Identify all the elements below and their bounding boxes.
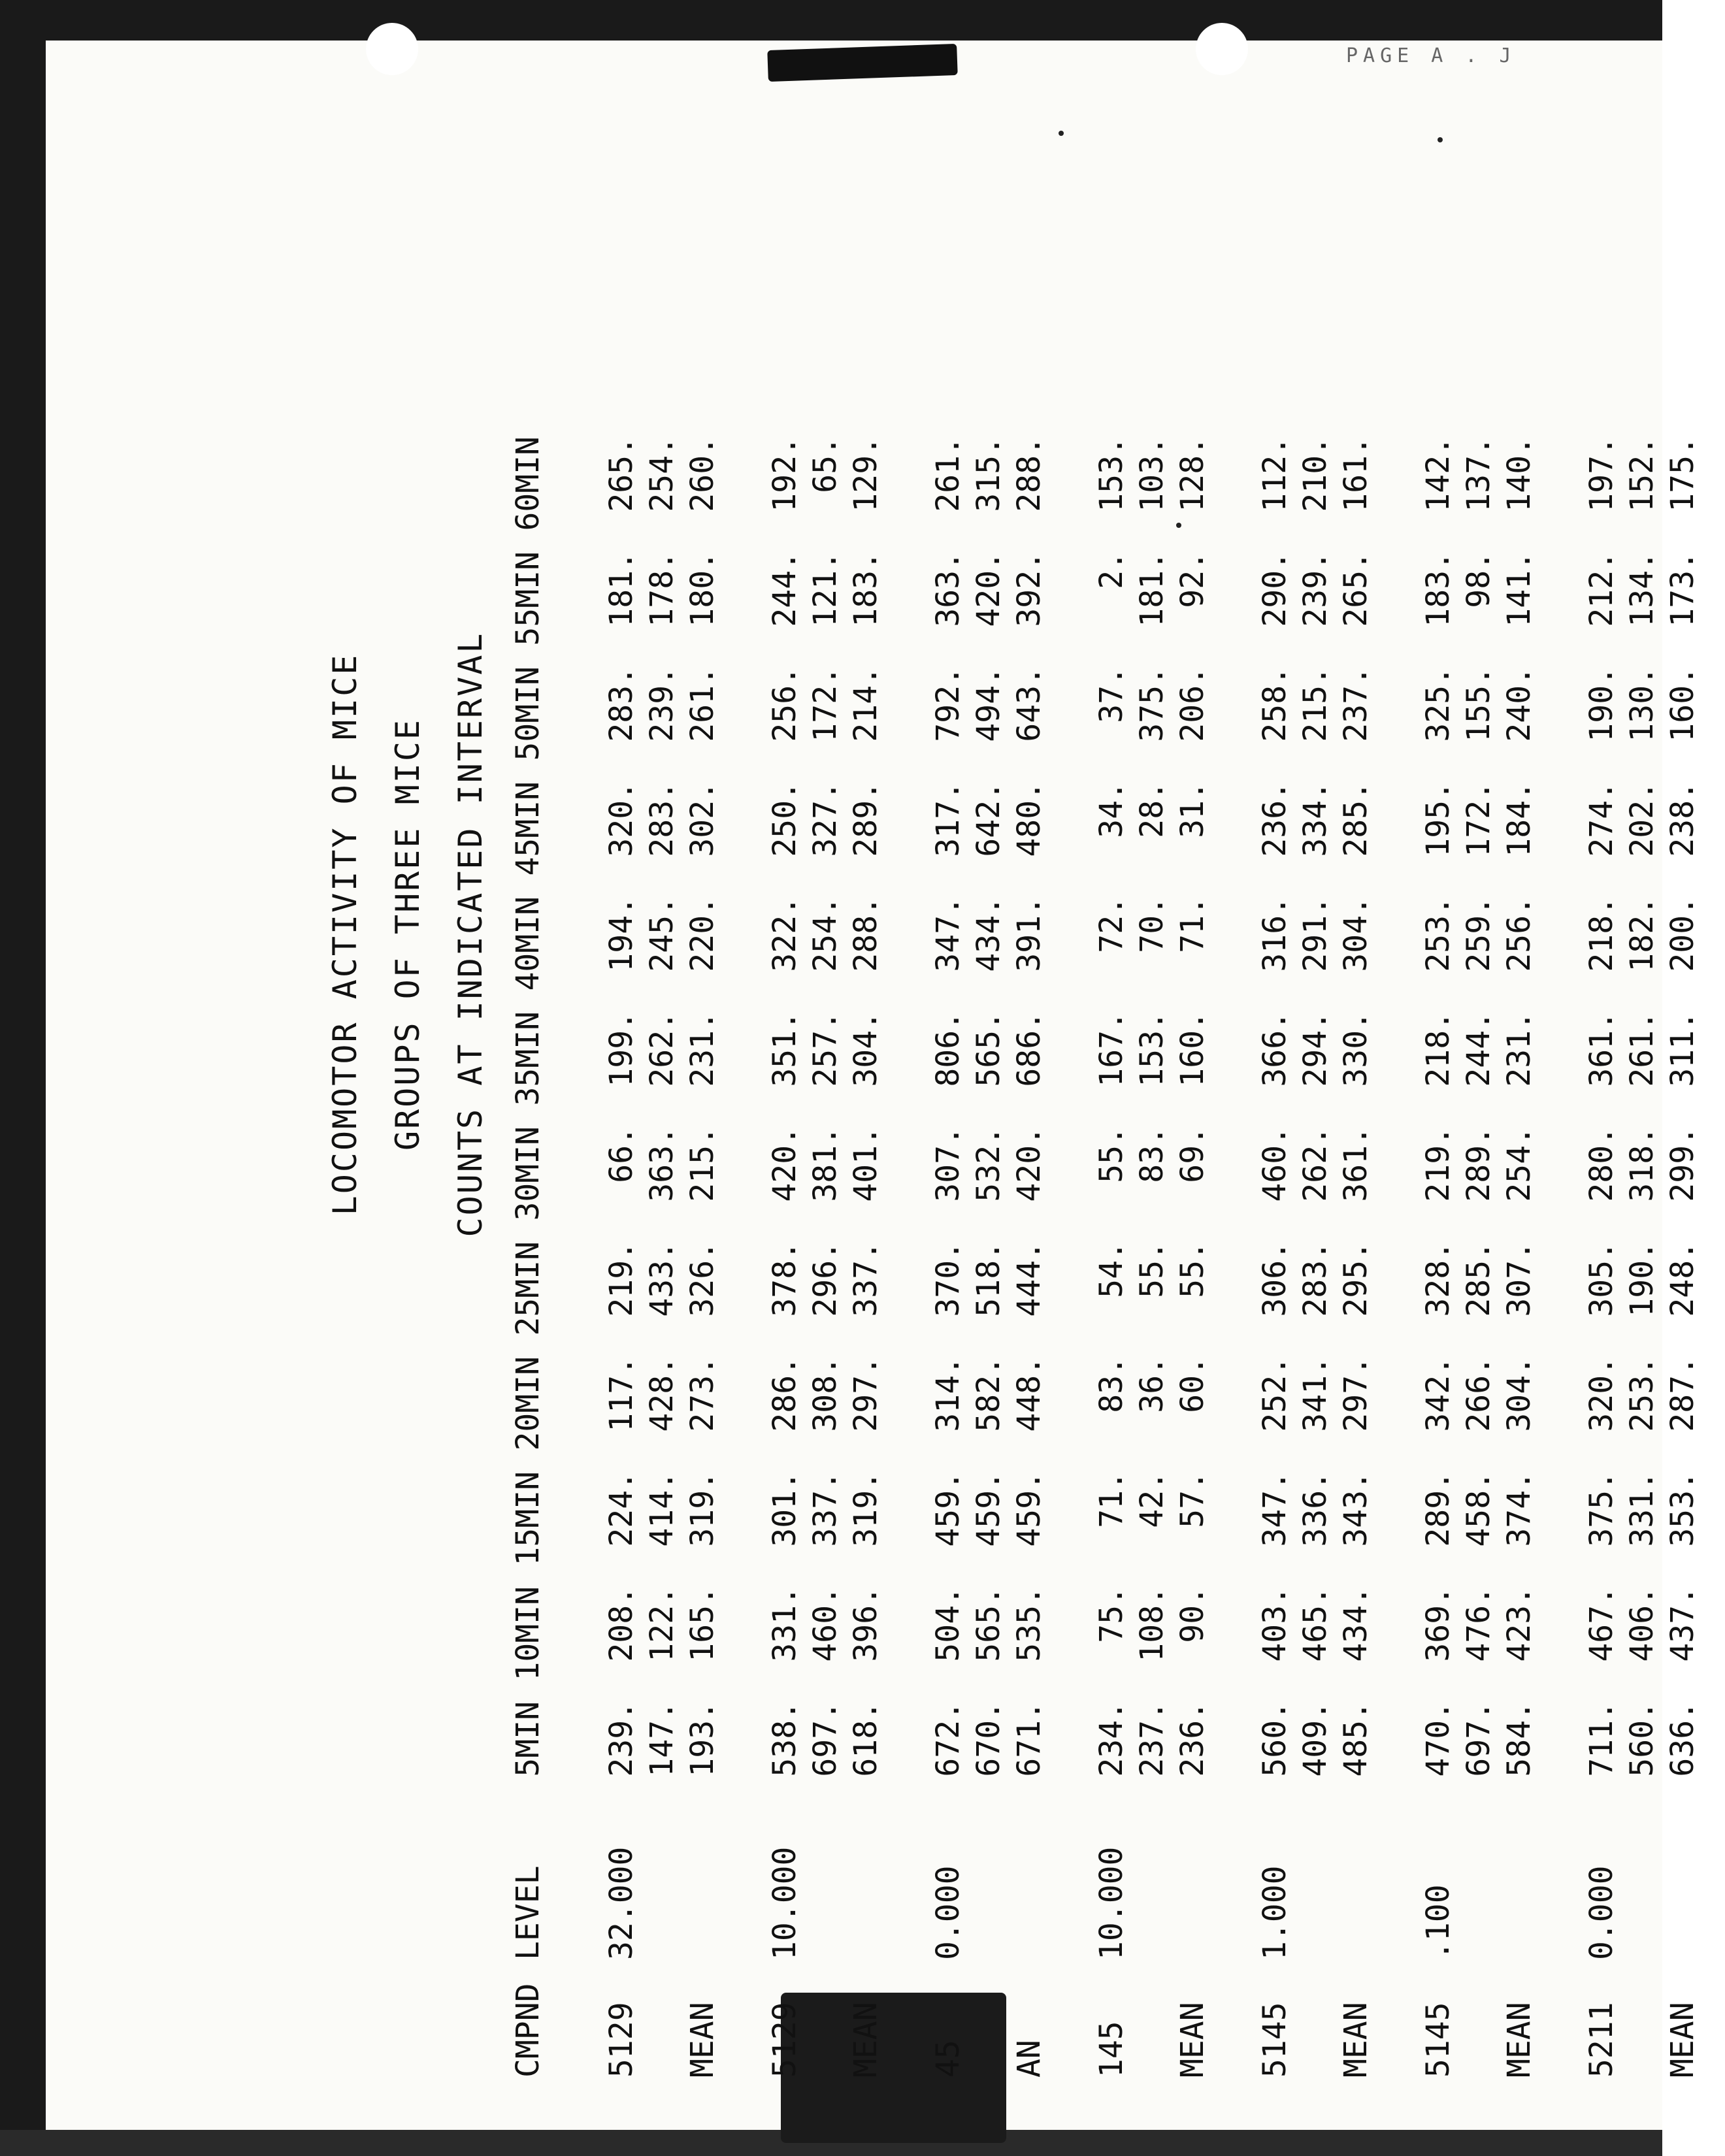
count-value: 301.: [766, 1471, 803, 1547]
count-value: 194.: [603, 896, 640, 972]
count-value: 253.: [1624, 1356, 1660, 1432]
count-value: 363.: [930, 551, 966, 627]
count-value: 433.: [644, 1241, 680, 1317]
count-value: 331.: [1624, 1471, 1660, 1547]
count-value: 262.: [1297, 1126, 1334, 1202]
count-value: 618.: [847, 1701, 884, 1777]
count-value: 130.: [1624, 666, 1660, 742]
count-value: 254.: [1501, 1126, 1537, 1202]
count-value: 304.: [1338, 896, 1374, 972]
count-value: 161.: [1338, 436, 1374, 512]
count-value: 288.: [1011, 436, 1047, 512]
count-value: 336.: [1297, 1471, 1334, 1547]
compound-id: 45: [930, 2040, 966, 2078]
count-value: 244.: [1460, 1011, 1497, 1087]
mean-label: MEAN: [1501, 2002, 1537, 2078]
rotated-table-sheet: [314, 327, 1705, 2078]
count-value: 181.: [1134, 551, 1170, 627]
count-value: 327.: [807, 781, 844, 857]
count-value: 172.: [807, 666, 844, 742]
count-value: 219.: [603, 1241, 640, 1317]
count-value: 584.: [1501, 1701, 1537, 1777]
count-value: 28.: [1134, 781, 1170, 838]
dose-level: 0.000: [1583, 1865, 1620, 1960]
count-value: 182.: [1624, 896, 1660, 972]
count-value: 322.: [766, 896, 803, 972]
mean-label: MEAN: [1664, 2002, 1701, 2078]
count-value: 448.: [1011, 1356, 1047, 1432]
count-value: 476.: [1460, 1586, 1497, 1662]
count-value: 70.: [1134, 896, 1170, 953]
report-title: LOCOMOTOR ACTIVITY OF MICE: [326, 653, 364, 1216]
count-value: 234.: [1093, 1701, 1130, 1777]
count-value: 420.: [766, 1126, 803, 1202]
compound-id: 145: [1093, 2021, 1130, 2078]
report-subtitle-2: COUNTS AT INDICATED INTERVAL: [452, 631, 489, 1237]
header-level: LEVEL: [510, 1865, 546, 1960]
count-value: 65.: [807, 436, 844, 493]
count-value: 311.: [1664, 1011, 1701, 1087]
count-value: 347.: [930, 896, 966, 972]
count-value: 215.: [684, 1126, 721, 1202]
count-value: 197.: [1583, 436, 1620, 512]
dose-level: 0.000: [930, 1865, 966, 1960]
count-value: 697.: [807, 1701, 844, 1777]
count-value: 66.: [603, 1126, 640, 1183]
count-value: 302.: [684, 781, 721, 857]
count-value: 305.: [1583, 1241, 1620, 1317]
count-value: 409.: [1297, 1701, 1334, 1777]
dose-level: 1.000: [1257, 1865, 1293, 1960]
dose-level: 10.000: [1093, 1846, 1130, 1960]
count-value: 208.: [603, 1586, 640, 1662]
count-value: 326.: [684, 1241, 721, 1317]
count-value: 112.: [1257, 436, 1293, 512]
count-value: 643.: [1011, 666, 1047, 742]
count-value: 391.: [1011, 896, 1047, 972]
count-value: 671.: [1011, 1701, 1047, 1777]
count-value: 215.: [1297, 666, 1334, 742]
count-value: 54.: [1093, 1241, 1130, 1298]
count-value: 375.: [1134, 666, 1170, 742]
count-value: 518.: [970, 1241, 1007, 1317]
count-value: 319.: [847, 1471, 884, 1547]
count-value: 265.: [1338, 551, 1374, 627]
count-value: 69.: [1174, 1126, 1211, 1183]
count-value: 190.: [1624, 1241, 1660, 1317]
count-value: 337.: [847, 1241, 884, 1317]
punch-hole: [366, 23, 418, 75]
count-value: 465.: [1297, 1586, 1334, 1662]
count-value: 428.: [644, 1356, 680, 1432]
count-value: 60.: [1174, 1356, 1211, 1413]
count-value: 283.: [644, 781, 680, 857]
speck: [1059, 131, 1064, 136]
count-value: 686.: [1011, 1011, 1047, 1087]
count-value: 231.: [684, 1011, 721, 1087]
count-value: 172.: [1460, 781, 1497, 857]
count-value: 458.: [1460, 1471, 1497, 1547]
count-value: 129.: [847, 436, 884, 512]
count-value: 214.: [847, 666, 884, 742]
dose-level: .100: [1420, 1884, 1456, 1960]
page-tag: PAGE A . J: [1346, 44, 1517, 67]
count-value: 434.: [970, 896, 1007, 972]
count-value: 37.: [1093, 666, 1130, 723]
count-value: 36.: [1134, 1356, 1170, 1413]
count-value: 248.: [1664, 1241, 1701, 1317]
count-value: 308.: [807, 1356, 844, 1432]
count-value: 83.: [1093, 1356, 1130, 1413]
count-value: 173.: [1664, 551, 1701, 627]
count-value: 165.: [684, 1586, 721, 1662]
count-value: 273.: [684, 1356, 721, 1432]
count-value: 342.: [1420, 1356, 1456, 1432]
count-value: 256.: [1501, 896, 1537, 972]
count-value: 236.: [1257, 781, 1293, 857]
mean-label: AN: [1011, 2040, 1047, 2078]
count-value: 289.: [1420, 1471, 1456, 1547]
count-value: 285.: [1338, 781, 1374, 857]
count-value: 206.: [1174, 666, 1211, 742]
count-value: 244.: [766, 551, 803, 627]
count-value: 262.: [644, 1011, 680, 1087]
count-value: 183.: [1420, 551, 1456, 627]
count-value: 31.: [1174, 781, 1211, 838]
count-value: 287.: [1664, 1356, 1701, 1432]
count-value: 403.: [1257, 1586, 1293, 1662]
count-value: 642.: [970, 781, 1007, 857]
count-value: 363.: [644, 1126, 680, 1202]
speck: [1438, 137, 1443, 142]
count-value: 370.: [930, 1241, 966, 1317]
count-value: 467.: [1583, 1586, 1620, 1662]
titles: [314, 542, 502, 1326]
count-value: 330.: [1338, 1011, 1374, 1087]
count-value: 560.: [1257, 1701, 1293, 1777]
count-value: 325.: [1420, 666, 1456, 742]
count-value: 219.: [1420, 1126, 1456, 1202]
count-value: 218.: [1583, 896, 1620, 972]
count-value: 266.: [1460, 1356, 1497, 1432]
count-value: 184.: [1501, 781, 1537, 857]
count-value: 406.: [1624, 1586, 1660, 1662]
count-value: 459.: [930, 1471, 966, 1547]
count-value: 307.: [1501, 1241, 1537, 1317]
count-value: 299.: [1664, 1126, 1701, 1202]
count-value: 535.: [1011, 1586, 1047, 1662]
count-value: 470.: [1420, 1701, 1456, 1777]
count-value: 254.: [644, 436, 680, 512]
count-value: 137.: [1460, 436, 1497, 512]
count-value: 423.: [1501, 1586, 1537, 1662]
count-value: 202.: [1624, 781, 1660, 857]
count-value: 532.: [970, 1126, 1007, 1202]
count-value: 92.: [1174, 551, 1211, 608]
count-value: 257.: [807, 1011, 844, 1087]
count-value: 55.: [1093, 1126, 1130, 1183]
count-value: 155.: [1460, 666, 1497, 742]
count-value: 178.: [644, 551, 680, 627]
count-value: 670.: [970, 1701, 1007, 1777]
count-value: 239.: [644, 666, 680, 742]
count-value: 141.: [1501, 551, 1537, 627]
count-value: 378.: [766, 1241, 803, 1317]
count-value: 240.: [1501, 666, 1537, 742]
count-value: 304.: [1501, 1356, 1537, 1432]
count-value: 212.: [1583, 551, 1620, 627]
compound-id: 5211: [1583, 2002, 1620, 2078]
count-value: 258.: [1257, 666, 1293, 742]
count-value: 245.: [644, 896, 680, 972]
count-value: 317.: [930, 781, 966, 857]
count-value: 320.: [1583, 1356, 1620, 1432]
count-value: 199.: [603, 1011, 640, 1087]
count-value: 290.: [1257, 551, 1293, 627]
count-value: 341.: [1297, 1356, 1334, 1432]
count-value: 307.: [930, 1126, 966, 1202]
count-value: 195.: [1420, 781, 1456, 857]
count-value: 160.: [1174, 1011, 1211, 1087]
count-value: 122.: [644, 1586, 680, 1662]
count-value: 392.: [1011, 551, 1047, 627]
count-value: 210.: [1297, 436, 1334, 512]
count-value: 190.: [1583, 666, 1620, 742]
count-value: 381.: [807, 1126, 844, 1202]
count-value: 460.: [1257, 1126, 1293, 1202]
count-value: 34.: [1093, 781, 1130, 838]
count-value: 297.: [1338, 1356, 1374, 1432]
count-value: 315.: [970, 436, 1007, 512]
count-value: 259.: [1460, 896, 1497, 972]
dose-level: 10.000: [766, 1846, 803, 1960]
count-value: 280.: [1583, 1126, 1620, 1202]
count-value: 374.: [1501, 1471, 1537, 1547]
count-value: 254.: [807, 896, 844, 972]
count-value: 103.: [1134, 436, 1170, 512]
count-value: 366.: [1257, 1011, 1293, 1087]
count-value: 75.: [1093, 1586, 1130, 1643]
count-value: 318.: [1624, 1126, 1660, 1202]
count-value: 261.: [1624, 1011, 1660, 1087]
count-value: 55.: [1134, 1241, 1170, 1298]
count-value: 565.: [970, 1586, 1007, 1662]
count-value: 274.: [1583, 781, 1620, 857]
count-value: 90.: [1174, 1586, 1211, 1643]
count-value: 283.: [1297, 1241, 1334, 1317]
count-value: 108.: [1134, 1586, 1170, 1662]
count-value: 239.: [603, 1701, 640, 1777]
count-value: 57.: [1174, 1471, 1211, 1528]
count-value: 316.: [1257, 896, 1293, 972]
count-value: 538.: [766, 1701, 803, 1777]
count-value: 328.: [1420, 1241, 1456, 1317]
count-value: 289.: [1460, 1126, 1497, 1202]
count-value: 260.: [684, 436, 721, 512]
count-value: 289.: [847, 781, 884, 857]
count-value: 485.: [1338, 1701, 1374, 1777]
report-subtitle: GROUPS OF THREE MICE: [389, 717, 427, 1151]
compound-id: 5129: [603, 2002, 640, 2078]
count-value: 460.: [807, 1586, 844, 1662]
count-value: 334.: [1297, 781, 1334, 857]
count-value: 238.: [1664, 781, 1701, 857]
count-value: 582.: [970, 1356, 1007, 1432]
header-interval: 15MIN: [510, 1471, 546, 1566]
count-value: 183.: [847, 551, 884, 627]
count-value: 314.: [930, 1356, 966, 1432]
count-value: 261.: [930, 436, 966, 512]
count-value: 72.: [1093, 896, 1130, 953]
count-value: 180.: [684, 551, 721, 627]
count-value: 806.: [930, 1011, 966, 1087]
count-value: 294.: [1297, 1011, 1334, 1087]
count-value: 296.: [807, 1241, 844, 1317]
count-value: 480.: [1011, 781, 1047, 857]
count-value: 218.: [1420, 1011, 1456, 1087]
count-value: 98.: [1460, 551, 1497, 608]
count-value: 560.: [1624, 1701, 1660, 1777]
count-value: 320.: [603, 781, 640, 857]
count-value: 83.: [1134, 1126, 1170, 1183]
mean-label: MEAN: [684, 2002, 721, 2078]
header-interval: 50MIN: [510, 666, 546, 761]
header-cmpnd: CMPND: [510, 1983, 546, 2078]
count-value: 224.: [603, 1471, 640, 1547]
count-value: 286.: [766, 1356, 803, 1432]
count-value: 2.: [1093, 551, 1130, 589]
count-value: 128.: [1174, 436, 1211, 512]
count-value: 121.: [807, 551, 844, 627]
count-value: 117.: [603, 1356, 640, 1432]
count-value: 265.: [603, 436, 640, 512]
count-value: 444.: [1011, 1241, 1047, 1317]
count-value: 192.: [766, 436, 803, 512]
count-value: 297.: [847, 1356, 884, 1432]
redaction-mark: [767, 44, 957, 82]
count-value: 459.: [1011, 1471, 1047, 1547]
count-value: 369.: [1420, 1586, 1456, 1662]
count-value: 396.: [847, 1586, 884, 1662]
header-interval: 30MIN: [510, 1126, 546, 1221]
count-value: 420.: [1011, 1126, 1047, 1202]
compound-id: 5145: [1420, 2002, 1456, 2078]
count-value: 153.: [1093, 436, 1130, 512]
count-value: 71.: [1174, 896, 1211, 953]
count-value: 375.: [1583, 1471, 1620, 1547]
count-value: 291.: [1297, 896, 1334, 972]
count-value: 42.: [1134, 1471, 1170, 1528]
header-interval: 40MIN: [510, 896, 546, 991]
mean-label: MEAN: [1174, 2002, 1211, 2078]
count-value: 337.: [807, 1471, 844, 1547]
count-value: 160.: [1664, 666, 1701, 742]
count-value: 55.: [1174, 1241, 1211, 1298]
compound-id: 5129: [766, 2002, 803, 2078]
count-value: 565.: [970, 1011, 1007, 1087]
count-value: 193.: [684, 1701, 721, 1777]
punch-hole: [1196, 23, 1248, 75]
count-value: 494.: [970, 666, 1007, 742]
count-value: 361.: [1338, 1126, 1374, 1202]
mean-label: MEAN: [1338, 2002, 1374, 2078]
count-value: 304.: [847, 1011, 884, 1087]
count-value: 253.: [1420, 896, 1456, 972]
count-value: 220.: [684, 896, 721, 972]
count-value: 353.: [1664, 1471, 1701, 1547]
compound-id: 5145: [1257, 2002, 1293, 2078]
count-value: 152.: [1624, 436, 1660, 512]
count-value: 261.: [684, 666, 721, 742]
count-value: 239.: [1297, 551, 1334, 627]
count-value: 147.: [644, 1701, 680, 1777]
count-value: 434.: [1338, 1586, 1374, 1662]
count-value: 401.: [847, 1126, 884, 1202]
count-value: 437.: [1664, 1586, 1701, 1662]
count-value: 71.: [1093, 1471, 1130, 1528]
count-value: 167.: [1093, 1011, 1130, 1087]
header-interval: 25MIN: [510, 1241, 546, 1336]
count-value: 319.: [684, 1471, 721, 1547]
count-value: 252.: [1257, 1356, 1293, 1432]
count-value: 285.: [1460, 1241, 1497, 1317]
header-interval: 60MIN: [510, 436, 546, 531]
count-value: 459.: [970, 1471, 1007, 1547]
count-value: 792.: [930, 666, 966, 742]
count-value: 711.: [1583, 1701, 1620, 1777]
count-value: 697.: [1460, 1701, 1497, 1777]
count-value: 231.: [1501, 1011, 1537, 1087]
count-value: 236.: [1174, 1701, 1211, 1777]
count-value: 256.: [766, 666, 803, 742]
header-interval: 45MIN: [510, 781, 546, 876]
header-interval: 10MIN: [510, 1586, 546, 1681]
count-value: 343.: [1338, 1471, 1374, 1547]
dose-level: 32.000: [603, 1846, 640, 1960]
count-value: 672.: [930, 1701, 966, 1777]
count-value: 504.: [930, 1586, 966, 1662]
header-interval: 5MIN: [510, 1701, 546, 1777]
count-value: 288.: [847, 896, 884, 972]
count-value: 636.: [1664, 1701, 1701, 1777]
count-value: 283.: [603, 666, 640, 742]
count-value: 295.: [1338, 1241, 1374, 1317]
count-value: 140.: [1501, 436, 1537, 512]
count-value: 175.: [1664, 436, 1701, 512]
count-value: 181.: [603, 551, 640, 627]
count-value: 142.: [1420, 436, 1456, 512]
count-value: 331.: [766, 1586, 803, 1662]
count-value: 361.: [1583, 1011, 1620, 1087]
count-value: 200.: [1664, 896, 1701, 972]
header-interval: 20MIN: [510, 1356, 546, 1451]
header-interval: 55MIN: [510, 551, 546, 646]
count-value: 351.: [766, 1011, 803, 1087]
mean-label: MEAN: [847, 2002, 884, 2078]
count-value: 237.: [1134, 1701, 1170, 1777]
count-value: 250.: [766, 781, 803, 857]
count-value: 153.: [1134, 1011, 1170, 1087]
count-value: 306.: [1257, 1241, 1293, 1317]
count-value: 134.: [1624, 551, 1660, 627]
header-interval: 35MIN: [510, 1011, 546, 1106]
count-value: 414.: [644, 1471, 680, 1547]
count-value: 420.: [970, 551, 1007, 627]
count-value: 347.: [1257, 1471, 1293, 1547]
count-value: 237.: [1338, 666, 1374, 742]
